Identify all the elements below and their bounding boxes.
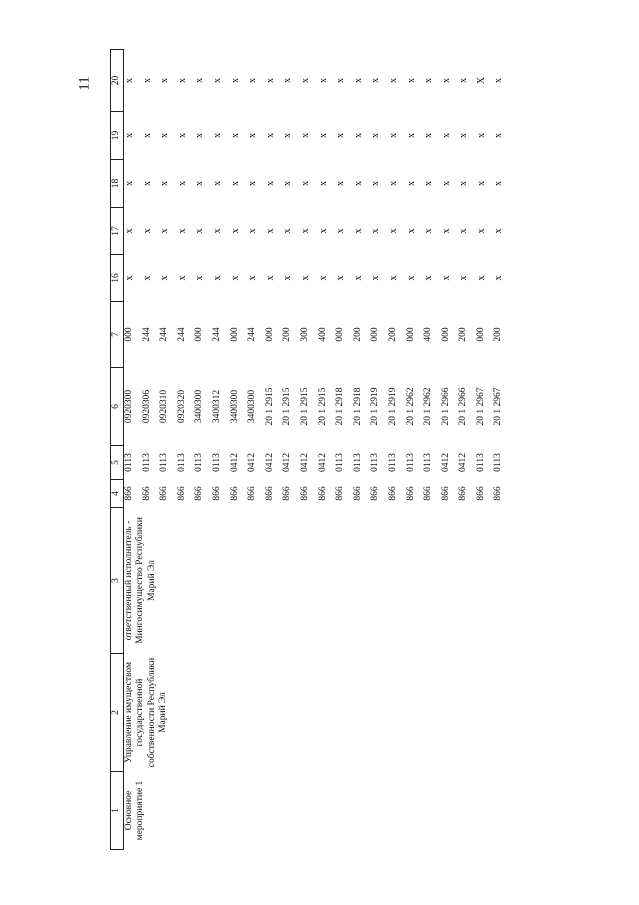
cell-16: x — [335, 275, 347, 281]
cell-csr: 0920306 — [141, 389, 152, 424]
cell-18: x — [458, 181, 470, 186]
cell-16: x — [247, 275, 259, 281]
cell-17: x — [211, 228, 223, 234]
cell-20: x — [493, 78, 505, 83]
activity-name: Основное мероприятие 1 — [124, 780, 146, 841]
cell-16: x — [475, 275, 487, 281]
cell-rzpr: 0412 — [317, 453, 328, 472]
cell-rzpr: 0412 — [264, 453, 275, 472]
cell-vr: 200 — [352, 327, 363, 342]
cell-18: x — [211, 181, 223, 186]
cell-17: x — [458, 228, 470, 234]
cell-20: x — [405, 78, 417, 83]
cell-18: x — [159, 181, 171, 186]
table-row — [124, 50, 142, 850]
cell-csr: 0920310 — [159, 389, 170, 424]
cell-vr: 400 — [317, 327, 328, 342]
cell-19: x — [423, 133, 435, 138]
cell-16: x — [299, 275, 311, 281]
cell-grbs: 866 — [493, 486, 504, 501]
cell-18: x — [124, 181, 135, 186]
cell-18: x — [282, 181, 294, 186]
cell-csr: 3400300 — [194, 389, 205, 424]
cell-rzpr: 0113 — [387, 453, 398, 472]
program-title: Управление имуществом государственной собственности Республики Марий Эл — [124, 657, 169, 768]
cell-16: x — [458, 275, 470, 281]
cell-18: x — [194, 181, 206, 186]
cell-csr: 20 1 2967 — [475, 387, 486, 426]
cell-18: x — [405, 181, 417, 186]
cell-20: x — [458, 78, 470, 83]
cell-vr: 400 — [423, 327, 434, 342]
cell-17: x — [159, 228, 171, 234]
cell-19: x — [299, 133, 311, 138]
cell-17: x — [264, 228, 276, 234]
cell-rzpr: 0113 — [423, 453, 434, 472]
cell-vr: 200 — [282, 327, 293, 342]
cell-20: x — [264, 78, 276, 83]
cell-16: x — [194, 275, 206, 281]
cell-rzpr: 0113 — [370, 453, 381, 472]
cell-grbs: 866 — [387, 486, 398, 501]
cell-grbs: 866 — [247, 486, 258, 501]
cell-grbs: 866 — [141, 486, 152, 501]
cell-csr: 20 1 2962 — [405, 387, 416, 426]
cell-16: x — [211, 275, 223, 281]
cell-rzpr: 0412 — [458, 453, 469, 472]
col-header-17: 17 — [111, 208, 124, 255]
cell-vr: 000 — [229, 327, 240, 342]
cell-20: x — [194, 78, 206, 83]
cell-grbs: 866 — [194, 486, 205, 501]
cell-18: x — [352, 181, 364, 186]
cell-rzpr: 0113 — [211, 453, 222, 472]
cell-20: x — [282, 78, 294, 83]
cell-16: x — [141, 275, 153, 281]
cell-19: x — [370, 133, 382, 138]
cell-20: x — [159, 78, 171, 83]
cell-rzpr: 0113 — [352, 453, 363, 472]
cell-19: x — [282, 133, 294, 138]
cell-20: x — [335, 78, 347, 83]
cell-16: x — [493, 275, 505, 281]
page-number: 11 — [76, 76, 93, 91]
cell-20: x — [124, 78, 135, 83]
cell-20: x — [247, 78, 259, 83]
cell-vr: 000 — [124, 327, 134, 342]
cell-17: x — [370, 228, 382, 234]
cell-19: x — [440, 133, 452, 138]
cell-17: x — [335, 228, 347, 234]
cell-rzpr: 0113 — [335, 453, 346, 472]
col-header-1: 1 — [111, 772, 124, 850]
cell-rzpr: 0412 — [229, 453, 240, 472]
col-header-16: 16 — [111, 255, 124, 302]
cell-grbs: 866 — [176, 486, 187, 501]
cell-19: x — [317, 133, 329, 138]
cell-20: X — [475, 76, 487, 85]
cell-vr: 200 — [387, 327, 398, 342]
cell-csr: 20 1 2919 — [387, 387, 398, 426]
cell-18: x — [335, 181, 347, 186]
cell-rzpr: 0113 — [141, 453, 152, 472]
cell-grbs: 866 — [440, 486, 451, 501]
cell-18: x — [229, 181, 241, 186]
cell-16: x — [124, 275, 135, 281]
cell-16: x — [317, 275, 329, 281]
cell-grbs: 866 — [282, 486, 293, 501]
cell-csr: 3400300 — [247, 389, 258, 424]
header-row — [111, 50, 124, 850]
cell-18: x — [387, 181, 399, 186]
cell-grbs: 866 — [458, 486, 469, 501]
cell-csr: 20 1 2915 — [299, 387, 310, 426]
cell-19: x — [159, 133, 171, 138]
cell-17: x — [229, 228, 241, 234]
col-header-4: 4 — [111, 480, 124, 508]
col-header-19: 19 — [111, 112, 124, 160]
cell-16: x — [387, 275, 399, 281]
cell-16: x — [176, 275, 188, 281]
cell-20: x — [299, 78, 311, 83]
cell-19: x — [387, 133, 399, 138]
col-header-2: 2 — [111, 654, 124, 772]
cell-19: x — [141, 133, 153, 138]
cell-grbs: 866 — [264, 486, 275, 501]
cell-rzpr: 0113 — [194, 453, 205, 472]
cell-grbs: 866 — [159, 486, 170, 501]
cell-20: x — [317, 78, 329, 83]
cell-20: x — [176, 78, 188, 83]
cell-grbs: 866 — [299, 486, 310, 501]
cell-20: x — [387, 78, 399, 83]
cell-vr: 000 — [264, 327, 275, 342]
cell-20: x — [352, 78, 364, 83]
cell-csr: 20 1 2915 — [282, 387, 293, 426]
cell-csr: 20 1 2967 — [493, 387, 504, 426]
cell-grbs: 866 — [335, 486, 346, 501]
col-header-7: 7 — [111, 302, 124, 368]
cell-rzpr: 0113 — [159, 453, 170, 472]
cell-17: x — [493, 228, 505, 234]
col-header-5: 5 — [111, 446, 124, 480]
cell-csr: 3400312 — [211, 389, 222, 424]
cell-20: x — [211, 78, 223, 83]
cell-20: x — [229, 78, 241, 83]
cell-vr: 200 — [458, 327, 469, 342]
cell-csr: 20 1 2915 — [317, 387, 328, 426]
cell-18: x — [440, 181, 452, 186]
cell-csr: 0920300 — [124, 389, 134, 424]
cell-csr: 20 1 2966 — [458, 387, 469, 426]
cell-17: x — [247, 228, 259, 234]
cell-rzpr: 0113 — [405, 453, 416, 472]
cell-19: x — [458, 133, 470, 138]
cell-csr: 20 1 2918 — [352, 387, 363, 426]
cell-18: x — [264, 181, 276, 186]
cell-grbs: 866 — [370, 486, 381, 501]
cell-rzpr: 0113 — [475, 453, 486, 472]
cell-18: x — [176, 181, 188, 186]
cell-grbs: 866 — [475, 486, 486, 501]
cell-csr: 20 1 2919 — [370, 387, 381, 426]
cell-rzpr: 0113 — [493, 453, 504, 472]
cell-vr: 000 — [440, 327, 451, 342]
cell-19: x — [475, 133, 487, 138]
cell-vr: 244 — [141, 327, 152, 342]
cell-csr: 20 1 2915 — [264, 387, 275, 426]
cell-vr: 000 — [475, 327, 486, 342]
cell-19: x — [405, 133, 417, 138]
cell-17: x — [405, 228, 417, 234]
cell-18: x — [475, 181, 487, 186]
cell-16: x — [159, 275, 171, 281]
cell-csr: 0920320 — [176, 389, 187, 424]
rotated-table-frame — [110, 50, 530, 850]
cell-17: x — [423, 228, 435, 234]
executor: ответственный исполнитель - Мингосимущество Республики Марий Эл — [124, 517, 157, 644]
cell-17: x — [194, 228, 206, 234]
col-header-18: 18 — [111, 160, 124, 208]
cell-16: x — [370, 275, 382, 281]
cell-19: x — [335, 133, 347, 138]
cell-rzpr: 0412 — [282, 453, 293, 472]
cell-17: x — [475, 228, 487, 234]
cell-vr: 244 — [211, 327, 222, 342]
cell-17: x — [124, 228, 135, 234]
cell-18: x — [299, 181, 311, 186]
cell-grbs: 866 — [124, 486, 134, 501]
cell-19: x — [493, 133, 505, 138]
cell-vr: 000 — [370, 327, 381, 342]
cell-18: x — [493, 181, 505, 186]
cell-18: x — [247, 181, 259, 186]
cell-16: x — [352, 275, 364, 281]
cell-16: x — [405, 275, 417, 281]
cell-grbs: 866 — [229, 486, 240, 501]
cell-grbs: 866 — [423, 486, 434, 501]
cell-19: x — [124, 133, 135, 138]
cell-18: x — [370, 181, 382, 186]
cell-17: x — [352, 228, 364, 234]
cell-17: x — [440, 228, 452, 234]
cell-20: x — [440, 78, 452, 83]
budget-table — [110, 49, 511, 850]
col-header-20: 20 — [111, 50, 124, 112]
cell-vr: 244 — [247, 327, 258, 342]
cell-vr: 200 — [493, 327, 504, 342]
cell-17: x — [299, 228, 311, 234]
cell-17: x — [387, 228, 399, 234]
cell-19: x — [247, 133, 259, 138]
cell-16: x — [229, 275, 241, 281]
cell-19: x — [176, 133, 188, 138]
cell-csr: 20 1 2962 — [423, 387, 434, 426]
cell-18: x — [423, 181, 435, 186]
cell-grbs: 866 — [405, 486, 416, 501]
cell-grbs: 866 — [211, 486, 222, 501]
cell-csr: 3400300 — [229, 389, 240, 424]
cell-rzpr: 0412 — [440, 453, 451, 472]
cell-vr: 244 — [176, 327, 187, 342]
cell-vr: 000 — [335, 327, 346, 342]
cell-vr: 000 — [405, 327, 416, 342]
cell-rzpr: 0113 — [124, 453, 134, 472]
cell-19: x — [352, 133, 364, 138]
cell-rzpr: 0412 — [247, 453, 258, 472]
cell-17: x — [282, 228, 294, 234]
cell-rzpr: 0113 — [176, 453, 187, 472]
cell-19: x — [211, 133, 223, 138]
cell-18: x — [317, 181, 329, 186]
cell-vr: 000 — [194, 327, 205, 342]
cell-grbs: 866 — [317, 486, 328, 501]
cell-vr: 244 — [159, 327, 170, 342]
col-header-6: 6 — [111, 368, 124, 446]
cell-16: x — [440, 275, 452, 281]
cell-csr: 20 1 2918 — [335, 387, 346, 426]
table-body — [124, 50, 512, 850]
cell-19: x — [194, 133, 206, 138]
cell-18: x — [141, 181, 153, 186]
cell-20: x — [370, 78, 382, 83]
cell-rzpr: 0412 — [299, 453, 310, 472]
cell-grbs: 866 — [352, 486, 363, 501]
cell-20: x — [141, 78, 153, 83]
cell-19: x — [229, 133, 241, 138]
cell-csr: 20 1 2966 — [440, 387, 451, 426]
cell-16: x — [282, 275, 294, 281]
cell-16: x — [423, 275, 435, 281]
cell-vr: 300 — [299, 327, 310, 342]
cell-17: x — [141, 228, 153, 234]
cell-20: x — [423, 78, 435, 83]
cell-17: x — [176, 228, 188, 234]
cell-16: x — [264, 275, 276, 281]
col-header-3: 3 — [111, 508, 124, 654]
cell-19: x — [264, 133, 276, 138]
cell-17: x — [317, 228, 329, 234]
